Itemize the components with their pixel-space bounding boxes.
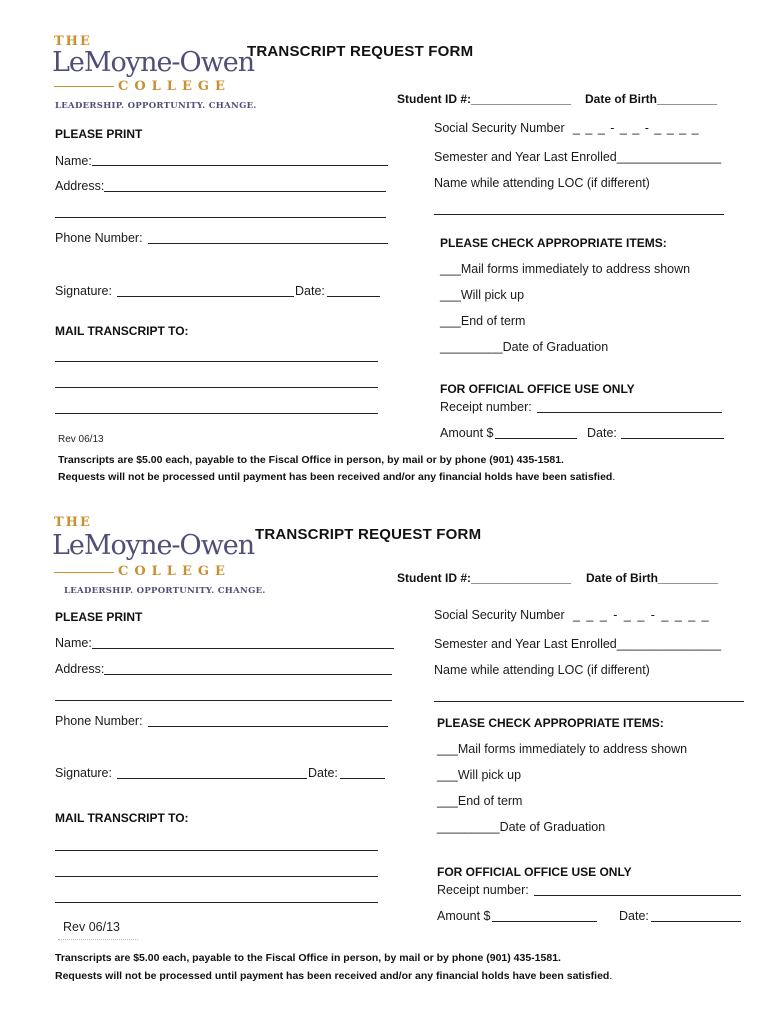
form-title: TRANSCRIPT REQUEST FORM — [255, 526, 482, 543]
address-field[interactable] — [104, 191, 386, 192]
amount-field[interactable] — [495, 438, 577, 439]
address-label: Address: — [55, 179, 105, 193]
logo-name: LeMoyne-Owen — [52, 530, 255, 561]
option-end-of-term[interactable]: ___End of term — [440, 314, 526, 328]
signature-date-label: Date: — [295, 284, 325, 298]
mail-to-line-1[interactable] — [55, 850, 378, 851]
option-will-pick-up[interactable]: ___Will pick up — [440, 288, 525, 302]
address-label: Address: — [55, 662, 105, 676]
mail-transcript-to-label: MAIL TRANSCRIPT TO: — [55, 811, 189, 825]
office-date-label: Date: — [587, 426, 617, 440]
phone-label: Phone Number: — [55, 231, 143, 245]
address-field[interactable] — [104, 674, 392, 675]
signature-field[interactable] — [117, 778, 307, 779]
receipt-number-label: Receipt number: — [440, 400, 532, 414]
footer-payment-note: Requests will not be processed until payment has been received and/or any financial holds have been satisfied. — [58, 471, 616, 483]
mail-to-line-3[interactable] — [55, 413, 378, 414]
date-of-birth-field[interactable]: Date of Birth_________ — [586, 571, 719, 585]
logo-rule — [54, 86, 114, 87]
signature-label: Signature: — [55, 284, 112, 298]
ssn-field[interactable]: _ _ _ - _ _ - _ _ _ _ — [573, 608, 711, 622]
option-date-of-graduation[interactable]: _________Date of Graduation — [440, 340, 609, 354]
amount-label: Amount $ — [440, 426, 494, 440]
name-field[interactable] — [92, 648, 394, 649]
mail-to-line-3[interactable] — [55, 902, 378, 903]
date-of-birth-field[interactable]: Date of Birth_________ — [585, 92, 718, 106]
revision-label: Rev 06/13 — [63, 920, 120, 934]
phone-field[interactable] — [148, 243, 388, 244]
logo-college: COLLEGE — [118, 79, 231, 94]
form-title: TRANSCRIPT REQUEST FORM — [247, 43, 474, 60]
footer-payment-note: Requests will not be processed until payment has been received and/or any financial holds have been satisfied. — [55, 970, 613, 982]
please-print-label: PLEASE PRINT — [55, 610, 143, 624]
semester-field[interactable]: Semester and Year Last Enrolled_______________ — [434, 150, 722, 164]
student-id-field[interactable]: Student ID #:_______________ — [397, 571, 572, 585]
student-id-field[interactable]: Student ID #:_______________ — [397, 92, 572, 106]
ssn-label: Social Security Number — [434, 608, 565, 622]
office-use-title: FOR OFFICIAL OFFICE USE ONLY — [437, 865, 632, 879]
name-label: Name: — [55, 154, 92, 168]
option-mail-forms[interactable]: ___Mail forms immediately to address shown — [440, 262, 691, 276]
logo-rule — [54, 572, 114, 573]
name-field[interactable] — [92, 165, 388, 166]
name-loc-label: Name while attending LOC (if different) — [434, 663, 650, 677]
address-field-line-2[interactable] — [55, 217, 386, 218]
footer-fee-note: Transcripts are $5.00 each, payable to the Fiscal Office in person, by mail or by phone (901) 435-1581. — [58, 454, 564, 466]
name-loc-label: Name while attending LOC (if different) — [434, 176, 650, 190]
footer-fee-note: Transcripts are $5.00 each, payable to the Fiscal Office in person, by mail or by phone (901) 435-1581. — [55, 952, 561, 964]
receipt-number-field[interactable] — [534, 895, 741, 896]
name-label: Name: — [55, 636, 92, 650]
receipt-number-label: Receipt number: — [437, 883, 529, 897]
name-loc-field[interactable] — [434, 701, 744, 702]
revision-underline — [58, 939, 138, 940]
option-will-pick-up[interactable]: ___Will pick up — [437, 768, 522, 782]
signature-date-field[interactable] — [327, 296, 380, 297]
revision-label: Rev 06/13 — [58, 434, 104, 445]
option-end-of-term[interactable]: ___End of term — [437, 794, 523, 808]
office-use-title: FOR OFFICIAL OFFICE USE ONLY — [440, 382, 635, 396]
office-date-field[interactable] — [651, 921, 741, 922]
logo-name: LeMoyne-Owen — [52, 47, 255, 78]
signature-label: Signature: — [55, 766, 112, 780]
receipt-number-field[interactable] — [537, 412, 722, 413]
check-items-title: PLEASE CHECK APPROPRIATE ITEMS: — [440, 236, 667, 250]
name-loc-field[interactable] — [434, 214, 724, 215]
signature-date-field[interactable] — [340, 778, 385, 779]
logo-the: THE — [54, 34, 92, 49]
office-date-label: Date: — [619, 909, 649, 923]
signature-date-label: Date: — [308, 766, 338, 780]
phone-label: Phone Number: — [55, 714, 143, 728]
option-date-of-graduation[interactable]: _________Date of Graduation — [437, 820, 606, 834]
logo-the: THE — [54, 515, 92, 530]
office-date-field[interactable] — [621, 438, 724, 439]
logo-tagline: LEADERSHIP. OPPORTUNITY. CHANGE. — [64, 586, 266, 596]
logo-tagline: LEADERSHIP. OPPORTUNITY. CHANGE. — [55, 101, 257, 111]
check-items-title: PLEASE CHECK APPROPRIATE ITEMS: — [437, 716, 664, 730]
ssn-label: Social Security Number — [434, 121, 565, 135]
phone-field[interactable] — [148, 726, 388, 727]
semester-field[interactable]: Semester and Year Last Enrolled_______________ — [434, 637, 722, 651]
mail-to-line-2[interactable] — [55, 876, 378, 877]
option-mail-forms[interactable]: ___Mail forms immediately to address shown — [437, 742, 688, 756]
amount-label: Amount $ — [437, 909, 491, 923]
address-field-line-2[interactable] — [55, 700, 392, 701]
ssn-field[interactable]: _ _ _ - _ _ - _ _ _ _ — [573, 121, 700, 135]
amount-field[interactable] — [492, 921, 597, 922]
signature-field[interactable] — [117, 296, 294, 297]
mail-to-line-2[interactable] — [55, 387, 378, 388]
logo-college: COLLEGE — [118, 564, 231, 579]
mail-transcript-to-label: MAIL TRANSCRIPT TO: — [55, 324, 189, 338]
mail-to-line-1[interactable] — [55, 361, 378, 362]
please-print-label: PLEASE PRINT — [55, 127, 143, 141]
